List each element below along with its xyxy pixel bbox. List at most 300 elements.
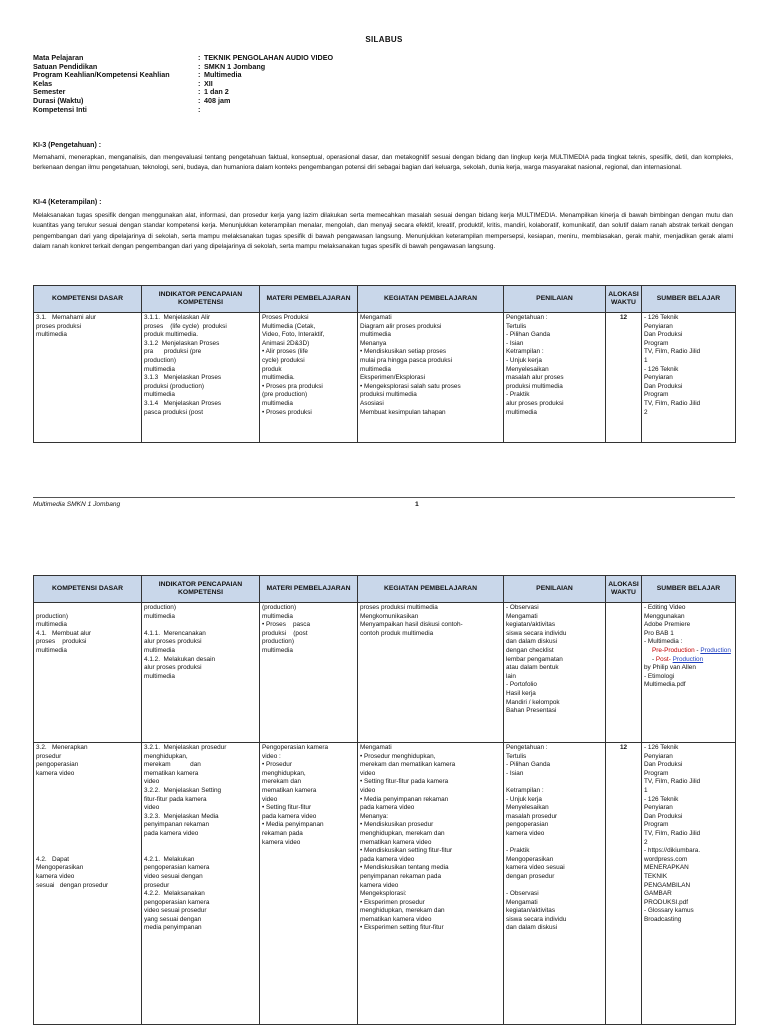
cell-line: • Setting fitur-fitur pada kamera bbox=[360, 778, 449, 786]
cell-line: multimedia bbox=[360, 365, 391, 373]
cell-line: Menyelesaikan bbox=[506, 804, 549, 812]
cell-line: merekam dan mematikan kamera bbox=[360, 761, 456, 769]
cell-line: mematikan kamera bbox=[144, 769, 199, 777]
cell-line: Dan Produksi bbox=[644, 812, 683, 820]
cell-line: TEKNIK bbox=[644, 872, 668, 880]
cell-line: Mengamati bbox=[506, 898, 538, 906]
cell-kompetensi-dasar bbox=[34, 743, 142, 1025]
cell-line: proses produksi bbox=[36, 322, 82, 330]
cell-line: Pengetahuan : bbox=[506, 744, 548, 751]
cell-line: • Mengeksplorasi salah satu proses bbox=[360, 382, 461, 390]
cell-line: kamera video sesuai bbox=[506, 864, 565, 872]
cell-line bbox=[36, 847, 139, 856]
cell-line: multimedia bbox=[506, 408, 537, 416]
cell-line: - Praktik bbox=[506, 391, 530, 399]
cell-line bbox=[36, 839, 139, 848]
table-header-row bbox=[34, 576, 736, 603]
cell-line: dengan checklist bbox=[506, 646, 554, 654]
cell-line bbox=[36, 830, 139, 839]
meta-row: Durasi (Waktu) : 408 jam bbox=[33, 95, 231, 105]
cell-line: by Philip van Allen bbox=[644, 664, 696, 672]
cell-line: 3.2. Menerapkan bbox=[36, 744, 88, 751]
cell-line: 3.1. Memahami alur bbox=[36, 314, 97, 321]
cell-line: - 126 Teknik bbox=[644, 795, 679, 803]
header-sumber-belajar: SUMBER BELAJAR bbox=[642, 576, 736, 603]
cell-line: video sesuai dengan bbox=[144, 872, 203, 880]
cell-line: pada kamera video bbox=[262, 812, 317, 820]
cell-line: TV, Film, Radio Jilid bbox=[644, 399, 701, 407]
cell-line: dan dalam diskusi bbox=[506, 924, 558, 932]
header-kompetensi-dasar: KOMPETENSI DASAR bbox=[34, 286, 142, 313]
cell-line bbox=[36, 604, 139, 613]
header-alokasi-waktu: ALOKASI WAKTU bbox=[606, 576, 642, 603]
cell-line: • Proses pasca bbox=[262, 621, 311, 629]
production-link[interactable]: Production bbox=[700, 646, 731, 654]
cell-kegiatan bbox=[358, 603, 504, 743]
footer-school: Multimedia SMKN 1 Jombang bbox=[33, 501, 121, 508]
cell-line: yang sesuai dengan bbox=[144, 915, 202, 923]
cell-line: video bbox=[360, 769, 376, 777]
pre-production-text: Pre-Production bbox=[652, 646, 695, 654]
cell-line: multimedia bbox=[144, 646, 175, 654]
cell-line: PENGAMBILAN bbox=[644, 881, 691, 889]
cell-alokasi-waktu: 12 bbox=[606, 313, 642, 443]
cell-line: Asosiasi bbox=[360, 399, 384, 407]
cell-line: Mengeksplorasi: bbox=[360, 890, 407, 898]
cell-line: Ketrampilan : bbox=[506, 786, 544, 794]
silabus-table-page-2 bbox=[33, 575, 736, 1025]
cell-line: 4.1.2. Melakukan desain bbox=[144, 655, 216, 663]
header-materi: MATERI PEMBELAJARAN bbox=[260, 286, 358, 313]
meta-row: Semester : 1 dan 2 bbox=[33, 87, 229, 97]
ki4-title: KI-4 (Keterampilan) : bbox=[33, 199, 102, 206]
cell-line: merekam dan bbox=[144, 761, 201, 769]
cell-line: TV, Film, Radio Jilid bbox=[644, 778, 701, 786]
cell-line: kegiatan/aktivitas bbox=[506, 907, 556, 915]
cell-line: multimedia bbox=[262, 646, 293, 654]
cell-line: • Prosedur menghidupkan, bbox=[360, 752, 436, 760]
sumber-list-a bbox=[644, 604, 733, 647]
document-page-2 bbox=[0, 540, 768, 1024]
cell-line: Mengoperasikan bbox=[506, 855, 554, 863]
cell-line: 4.2.2. Melaksanakan bbox=[144, 890, 205, 898]
cell-line: Animasi 2D&3D) bbox=[262, 339, 310, 347]
cell-line: 3.1.1. Menjelaskan Alir bbox=[144, 314, 211, 321]
cell-line: video : bbox=[262, 752, 281, 760]
cell-line: video bbox=[144, 778, 160, 786]
post-text: Post- bbox=[655, 655, 671, 663]
cell-line: cycle) produksi bbox=[262, 356, 305, 364]
table-header-row bbox=[34, 286, 736, 313]
cell-line: Menggunakan bbox=[644, 612, 685, 620]
cell-line: Penyiaran bbox=[644, 322, 673, 330]
header-indikator: INDIKATOR PENCAPAIAN KOMPETENSI bbox=[142, 576, 260, 603]
cell-sumber-belajar bbox=[642, 313, 736, 443]
cell-line: Diagram alir proses produksi bbox=[360, 322, 442, 330]
cell-kompetensi-dasar bbox=[34, 603, 142, 743]
cell-line: • Mendiskusikan tentang media bbox=[360, 864, 449, 872]
cell-line: - Pilihan Ganda bbox=[506, 331, 551, 339]
cell-line: 4.2.1. Melakukan bbox=[144, 855, 195, 863]
cell-line: - Isian bbox=[506, 769, 524, 777]
cell-line: • Mendiskusikan setiap proses bbox=[360, 348, 447, 356]
meta-row: Satuan Pendidikan : SMKN 1 Jombang bbox=[33, 61, 266, 71]
header-sumber-belajar: SUMBER BELAJAR bbox=[642, 286, 736, 313]
cell-line: menghidupkan, merekam dan bbox=[360, 907, 445, 915]
cell-line: proses (life cycle) produksi bbox=[144, 322, 227, 330]
cell-line: menghidupkan, bbox=[262, 769, 306, 777]
cell-line: • Setting fitur-fitur bbox=[262, 804, 312, 812]
cell-line: 3.2.2. Menjelaskan Setting bbox=[144, 786, 222, 794]
cell-line: MENERAPKAN bbox=[644, 864, 689, 872]
ki4-body: Melaksanakan tugas spesifik dengan menggunakan alat, informasi, dan prosedur kerja yang lazim dilakukan serta memecahkan masalah sesuai dengan bidang kerja MULTIMEDIA. Menampilkan kinerja di bawah bimbingan dengan mutu dan kuantitas yang terukur sesuai dengan standar kompetensi kerja. Menunjukkan keterampilan menalar, mengolah, dan menyaji secara efektif, kreatif, produktif, kritis, mandiri, kolaboratif, komunikatif, dan solutif dalam ranah abstrak terkait dengan pengembangan dari yang dipelajarinya di sekolah, serta mampu melaksanakan tugas spesifik di bawah pengawasan langsung. Menunjukkan keterampilan mempersepsi, kesiapan, meniru, membiasakan, gerak mahir, menjadikan gerak alami dalam ranah konkret terkait dengan pengembangan dari yang dipelajarinya di sekolah, serta mampu melaksanakan tugas spesifik di bawah pengawasan langsung. bbox=[33, 212, 733, 251]
cell-line: multimedia bbox=[262, 612, 293, 620]
cell-line: siswa secara individu bbox=[506, 629, 567, 637]
cell-line: Menanya bbox=[360, 339, 387, 347]
cell-sumber-belajar bbox=[642, 743, 736, 1025]
header-penilaian: PENILAIAN bbox=[504, 576, 606, 603]
cell-line: production) bbox=[262, 638, 294, 646]
cell-line: alur proses produksi bbox=[144, 638, 202, 646]
cell-line: dan dalam diskusi bbox=[506, 638, 558, 646]
cell-line: contoh produk multimedia bbox=[360, 629, 434, 637]
cell-materi bbox=[260, 313, 358, 443]
cell-line: penyimpanan rekaman bbox=[144, 821, 210, 829]
cell-line: produksi (production) bbox=[144, 382, 205, 390]
cell-line: - Isian bbox=[506, 339, 524, 347]
cell-line: kamera video bbox=[36, 769, 75, 777]
cell-line: multimedia bbox=[144, 391, 175, 399]
meta-label: Semester bbox=[33, 87, 66, 97]
cell-penilaian bbox=[504, 743, 606, 1025]
meta-value: XII bbox=[204, 78, 213, 88]
cell-line: Menyampaikan hasil diskusi contoh- bbox=[360, 621, 463, 629]
cell-line: Proses Produksi bbox=[262, 314, 309, 321]
document-title: SILABUS bbox=[365, 35, 403, 44]
cell-line: pra produksi (pre bbox=[144, 348, 202, 356]
cell-line: prosedur bbox=[144, 881, 170, 889]
table-row bbox=[34, 603, 736, 743]
silabus-table-page-1 bbox=[33, 285, 736, 443]
cell-line: produk multimedia. bbox=[144, 331, 198, 339]
cell-line: - Unjuk kerja bbox=[506, 795, 542, 803]
cell-line: 3.2.1. Menjelaskan prosedur bbox=[144, 744, 227, 751]
cell-line: Penyiaran bbox=[644, 374, 673, 382]
cell-line: Mengkomunikasikan bbox=[360, 612, 419, 620]
meta-label: Kompetensi Inti bbox=[33, 104, 87, 114]
cell-line: kamera video bbox=[262, 838, 301, 846]
cell-line: - Unjuk kerja bbox=[506, 356, 542, 364]
cell-line: (production) bbox=[262, 604, 297, 611]
cell-alokasi-waktu bbox=[606, 603, 642, 743]
cell-line: PRODUKSI.pdf bbox=[644, 898, 689, 906]
cell-line: Penyiaran bbox=[644, 804, 673, 812]
meta-label: Mata Pelajaran bbox=[33, 53, 84, 62]
cell-line: Bahan Presentasi bbox=[506, 707, 557, 715]
cell-line: Program bbox=[644, 769, 669, 777]
sumber-list-b bbox=[644, 664, 733, 690]
header-indikator: INDIKATOR PENCAPAIAN KOMPETENSI bbox=[142, 286, 260, 313]
meta-row: Program Keahlian/Kompetensi Keahlian : Multimedia bbox=[33, 70, 242, 80]
cell-line: siswa secara individu bbox=[506, 915, 567, 923]
cell-line: GAMBAR bbox=[644, 890, 672, 898]
cell-line: (pre production) bbox=[262, 391, 308, 399]
cell-line: video sesuai prosedur bbox=[144, 907, 207, 915]
cell-line: - Multimedia : bbox=[644, 638, 683, 646]
meta-row: Kompetensi Inti : bbox=[33, 104, 201, 114]
cell-line: pasca produksi (post bbox=[144, 408, 203, 416]
cell-line: 2 bbox=[644, 838, 648, 846]
cell-line: pada kamera video bbox=[360, 855, 415, 863]
cell-line: kamera video bbox=[36, 872, 75, 880]
cell-line: 4.2. Dapat bbox=[36, 855, 70, 863]
cell-line: penyimpanan rekaman pada bbox=[360, 872, 442, 880]
cell-line: Mengamati bbox=[360, 744, 392, 751]
cell-line: multimedia bbox=[144, 365, 175, 373]
cell-line: prosedur bbox=[36, 752, 62, 760]
cell-line: mematikan kamera bbox=[262, 786, 317, 794]
cell-line: Dan Produksi bbox=[644, 761, 683, 769]
meta-value: 408 jam bbox=[204, 95, 231, 105]
cell-line: alur proses produksi bbox=[506, 399, 564, 407]
cell-line: 1 bbox=[644, 356, 648, 364]
cell-line: sesuai dengan prosedur bbox=[36, 881, 109, 889]
cell-line: Mengamati bbox=[506, 612, 538, 620]
cell-line: rekaman pada bbox=[262, 829, 303, 837]
cell-line: • Mendiskusikan setting fitur-fitur bbox=[360, 847, 453, 855]
cell-line: Mengoperasikan bbox=[36, 864, 84, 872]
cell-kompetensi-dasar bbox=[34, 313, 142, 443]
cell-line: - 126 Teknik bbox=[644, 365, 679, 373]
sumber-links: Pre-Production - Production - Post- Production bbox=[652, 646, 731, 663]
meta-label: Durasi (Waktu) bbox=[33, 95, 84, 105]
cell-line: 3.1.3 Menjelaskan Proses bbox=[144, 374, 222, 382]
cell-line: Program bbox=[644, 821, 669, 829]
cell-line: multimedia bbox=[262, 399, 293, 407]
cell-line: multimedia bbox=[36, 331, 67, 339]
cell-line: Pro BAB 1 bbox=[644, 629, 674, 637]
cell-line: - 126 Teknik bbox=[644, 744, 679, 751]
cell-line: Menyelesaikan bbox=[506, 365, 549, 373]
cell-kegiatan bbox=[358, 743, 504, 1025]
cell-line: produk bbox=[262, 365, 282, 373]
cell-line: - Portofolio bbox=[506, 681, 537, 689]
meta-block bbox=[33, 54, 333, 114]
cell-penilaian bbox=[504, 603, 606, 743]
meta-label: Satuan Pendidikan bbox=[33, 61, 98, 71]
cell-line: produksi multimedia bbox=[360, 391, 417, 399]
cell-line bbox=[144, 847, 257, 856]
cell-line: lain bbox=[506, 672, 516, 680]
cell-line: - Etimologi bbox=[644, 672, 675, 680]
meta-row: Mata Pelajaran : TEKNIK PENGOLAHAN AUDIO VIDEO bbox=[33, 53, 334, 62]
cell-line: Video, Foto, Interaktif, bbox=[262, 331, 325, 339]
cell-line: Membuat kesimpulan tahapan bbox=[360, 408, 446, 416]
cell-line bbox=[506, 839, 603, 848]
cell-line: multimedia bbox=[360, 331, 391, 339]
ki3-title: KI-3 (Pengetahuan) : bbox=[33, 142, 102, 149]
cell-line: Dan Produksi bbox=[644, 331, 683, 339]
cell-line: • Mendiskusikan prosedur bbox=[360, 821, 434, 829]
meta-value: SMKN 1 Jombang bbox=[204, 61, 266, 71]
cell-line: video bbox=[144, 804, 160, 812]
cell-line: Mengamati bbox=[360, 314, 392, 321]
cell-indikator bbox=[142, 313, 260, 443]
cell-line: production) bbox=[36, 612, 68, 620]
cell-line: Broadcasting bbox=[644, 915, 682, 923]
footer-divider bbox=[33, 497, 735, 498]
cell-line: Penyiaran bbox=[644, 752, 673, 760]
cell-line bbox=[36, 813, 139, 822]
cell-line: merekam dan bbox=[262, 778, 302, 786]
cell-line: fitur-fitur pada kamera bbox=[144, 795, 207, 803]
cell-line: multimedia. bbox=[262, 374, 295, 382]
table-row bbox=[34, 313, 736, 443]
cell-line: Tertulis bbox=[506, 322, 527, 330]
cell-line: • Proses pra produksi bbox=[262, 382, 323, 390]
cell-line: kegiatan/aktivitas bbox=[506, 621, 556, 629]
table-row bbox=[34, 743, 736, 1025]
cell-line: Program bbox=[644, 391, 669, 399]
cell-line: Pengoperasian kamera bbox=[262, 744, 329, 751]
cell-line: Menanya: bbox=[360, 812, 389, 820]
meta-value: 1 dan 2 bbox=[204, 87, 229, 97]
cell-line: Program bbox=[644, 339, 669, 347]
cell-line: lembar pengamatan bbox=[506, 655, 563, 663]
cell-line: Multimedia (Cetak, bbox=[262, 322, 316, 330]
cell-line: produksi multimedia bbox=[506, 382, 563, 390]
cell-alokasi-waktu: 12 bbox=[606, 743, 642, 1025]
cell-line: mematikan kamera video bbox=[360, 838, 432, 846]
header-kegiatan: KEGIATAN PEMBELAJARAN bbox=[358, 286, 504, 313]
cell-line: Tertulis bbox=[506, 752, 527, 760]
cell-line: TV, Film, Radio Jilid bbox=[644, 829, 701, 837]
cell-line: - Observasi bbox=[506, 890, 539, 898]
cell-penilaian bbox=[504, 313, 606, 443]
header-materi: MATERI PEMBELAJARAN bbox=[260, 576, 358, 603]
header-kompetensi-dasar: KOMPETENSI DASAR bbox=[34, 576, 142, 603]
cell-line: wordpress.com bbox=[644, 855, 688, 863]
cell-line: Dan Produksi bbox=[644, 382, 683, 390]
cell-line: - Glossary kamus bbox=[644, 907, 694, 915]
cell-line: Pengetahuan : bbox=[506, 314, 548, 321]
cell-line: - https://dikiumbara. bbox=[644, 847, 701, 855]
cell-line: Ketrampilan : bbox=[506, 348, 544, 356]
cell-line: menghidupkan, bbox=[144, 752, 188, 760]
cell-line bbox=[144, 621, 257, 630]
meta-value: TEKNIK PENGOLAHAN AUDIO VIDEO bbox=[204, 53, 334, 62]
cell-line: multimedia bbox=[144, 672, 175, 680]
cell-line: - Praktik bbox=[506, 847, 530, 855]
cell-line: 1 bbox=[644, 786, 648, 794]
header-alokasi-waktu: ALOKASI WAKTU bbox=[606, 286, 642, 313]
post-production-link[interactable]: Production bbox=[672, 655, 704, 663]
cell-materi bbox=[260, 603, 358, 743]
cell-line: menghidupkan, merekam dan bbox=[360, 829, 445, 837]
cell-line: Mandiri / kelompok bbox=[506, 698, 560, 706]
cell-line: multimedia bbox=[36, 646, 67, 654]
cell-line bbox=[506, 778, 603, 787]
cell-indikator bbox=[142, 743, 260, 1025]
cell-line: • Alir proses (life bbox=[262, 348, 308, 356]
meta-value: Multimedia bbox=[204, 70, 242, 80]
cell-sumber-belajar bbox=[642, 603, 736, 743]
cell-line bbox=[36, 821, 139, 830]
cell-line: atau dalam bentuk bbox=[506, 664, 559, 672]
cell-line: pada kamera video bbox=[360, 804, 415, 812]
cell-line: TV, Film, Radio Jilid bbox=[644, 348, 701, 356]
cell-line: pengoperasian kamera bbox=[144, 864, 210, 872]
ki3-body: Memahami, menerapkan, menganalisis, dan mengevaluasi tentang pengetahuan faktual, konseptual, operasional dasar, dan metakognitif sesuai dengan bidang dan lingkup kerja MULTIMEDIA pada tingkat teknis, spesifik, detil, dan kompleks, berkenaan dengan ilmu pengetahuan, teknologi, seni, budaya, dan humaniora dalam konteks pengembangan potensi diri sebagai bagian dari keluarga, sekolah, dunia kerja, warga masyarakat nasional, regional, dan internasional. bbox=[33, 154, 733, 172]
cell-line: - 126 Teknik bbox=[644, 314, 679, 321]
cell-line bbox=[36, 787, 139, 796]
meta-row: Kelas : XII bbox=[33, 78, 213, 88]
cell-line: Multimedia.pdf bbox=[644, 681, 686, 689]
cell-line: masalah prosedur bbox=[506, 812, 558, 820]
cell-indikator bbox=[142, 603, 260, 743]
cell-line: video bbox=[262, 795, 278, 803]
footer-page-number: 1 bbox=[415, 501, 419, 508]
cell-line: 4.1.1. Merencanakan bbox=[144, 629, 206, 637]
cell-line: 3.2.3. Menjelaskan Media bbox=[144, 812, 219, 820]
cell-line: production) bbox=[144, 356, 176, 364]
cell-line: pengoperasian bbox=[36, 761, 79, 769]
cell-line: • Media penyimpanan bbox=[262, 821, 324, 829]
cell-line: - Observasi bbox=[506, 604, 539, 611]
cell-line: - Editing Video bbox=[644, 604, 686, 611]
header-penilaian: PENILAIAN bbox=[504, 286, 606, 313]
cell-line: production) bbox=[144, 604, 176, 611]
cell-line: multimedia bbox=[36, 621, 67, 629]
cell-line bbox=[506, 882, 603, 891]
cell-line bbox=[36, 796, 139, 805]
cell-line: 3.1.4 Menjelaskan Proses bbox=[144, 399, 222, 407]
cell-line: produksi (post bbox=[262, 629, 308, 637]
cell-line: dengan prosedur bbox=[506, 872, 555, 880]
cell-line: 2 bbox=[644, 408, 648, 416]
cell-line: mematikan kamera video bbox=[360, 915, 432, 923]
cell-line: Hasil kerja bbox=[506, 689, 536, 697]
meta-label: Kelas bbox=[33, 78, 53, 88]
cell-kegiatan bbox=[358, 313, 504, 443]
cell-line: media penyimpanan bbox=[144, 924, 202, 932]
cell-line bbox=[36, 778, 139, 787]
cell-line: kamera video bbox=[506, 829, 545, 837]
cell-line: video bbox=[360, 786, 376, 794]
cell-line: - Pilihan Ganda bbox=[506, 761, 551, 769]
cell-line: Eksperimen/Eksplorasi bbox=[360, 374, 425, 382]
cell-line: kamera video bbox=[360, 881, 399, 889]
cell-line: • Prosedur bbox=[262, 761, 292, 769]
cell-line: • Proses produksi bbox=[262, 408, 312, 416]
cell-line: proses produksi bbox=[36, 638, 87, 646]
cell-line: • Media penyimpanan rekaman bbox=[360, 795, 449, 803]
header-kegiatan: KEGIATAN PEMBELAJARAN bbox=[358, 576, 504, 603]
meta-label: Program Keahlian/Kompetensi Keahlian bbox=[33, 70, 170, 80]
cell-line: • Eksperimen prosedur bbox=[360, 898, 425, 906]
cell-line: 3.1.2 Menjelaskan Proses bbox=[144, 339, 220, 347]
cell-line: masalah alur proses bbox=[506, 374, 564, 382]
cell-line bbox=[144, 839, 257, 848]
cell-materi bbox=[260, 743, 358, 1025]
cell-line: pada kamera video bbox=[144, 829, 199, 837]
cell-line: pengoperasian bbox=[506, 821, 549, 829]
cell-line: multimedia bbox=[144, 612, 175, 620]
cell-line: 4.1. Membuat alur bbox=[36, 629, 92, 637]
cell-line: proses produksi multimedia bbox=[360, 604, 438, 611]
cell-line: mulai pra hingga pasca produksi bbox=[360, 356, 453, 364]
cell-line: Adobe Premiere bbox=[644, 621, 691, 629]
